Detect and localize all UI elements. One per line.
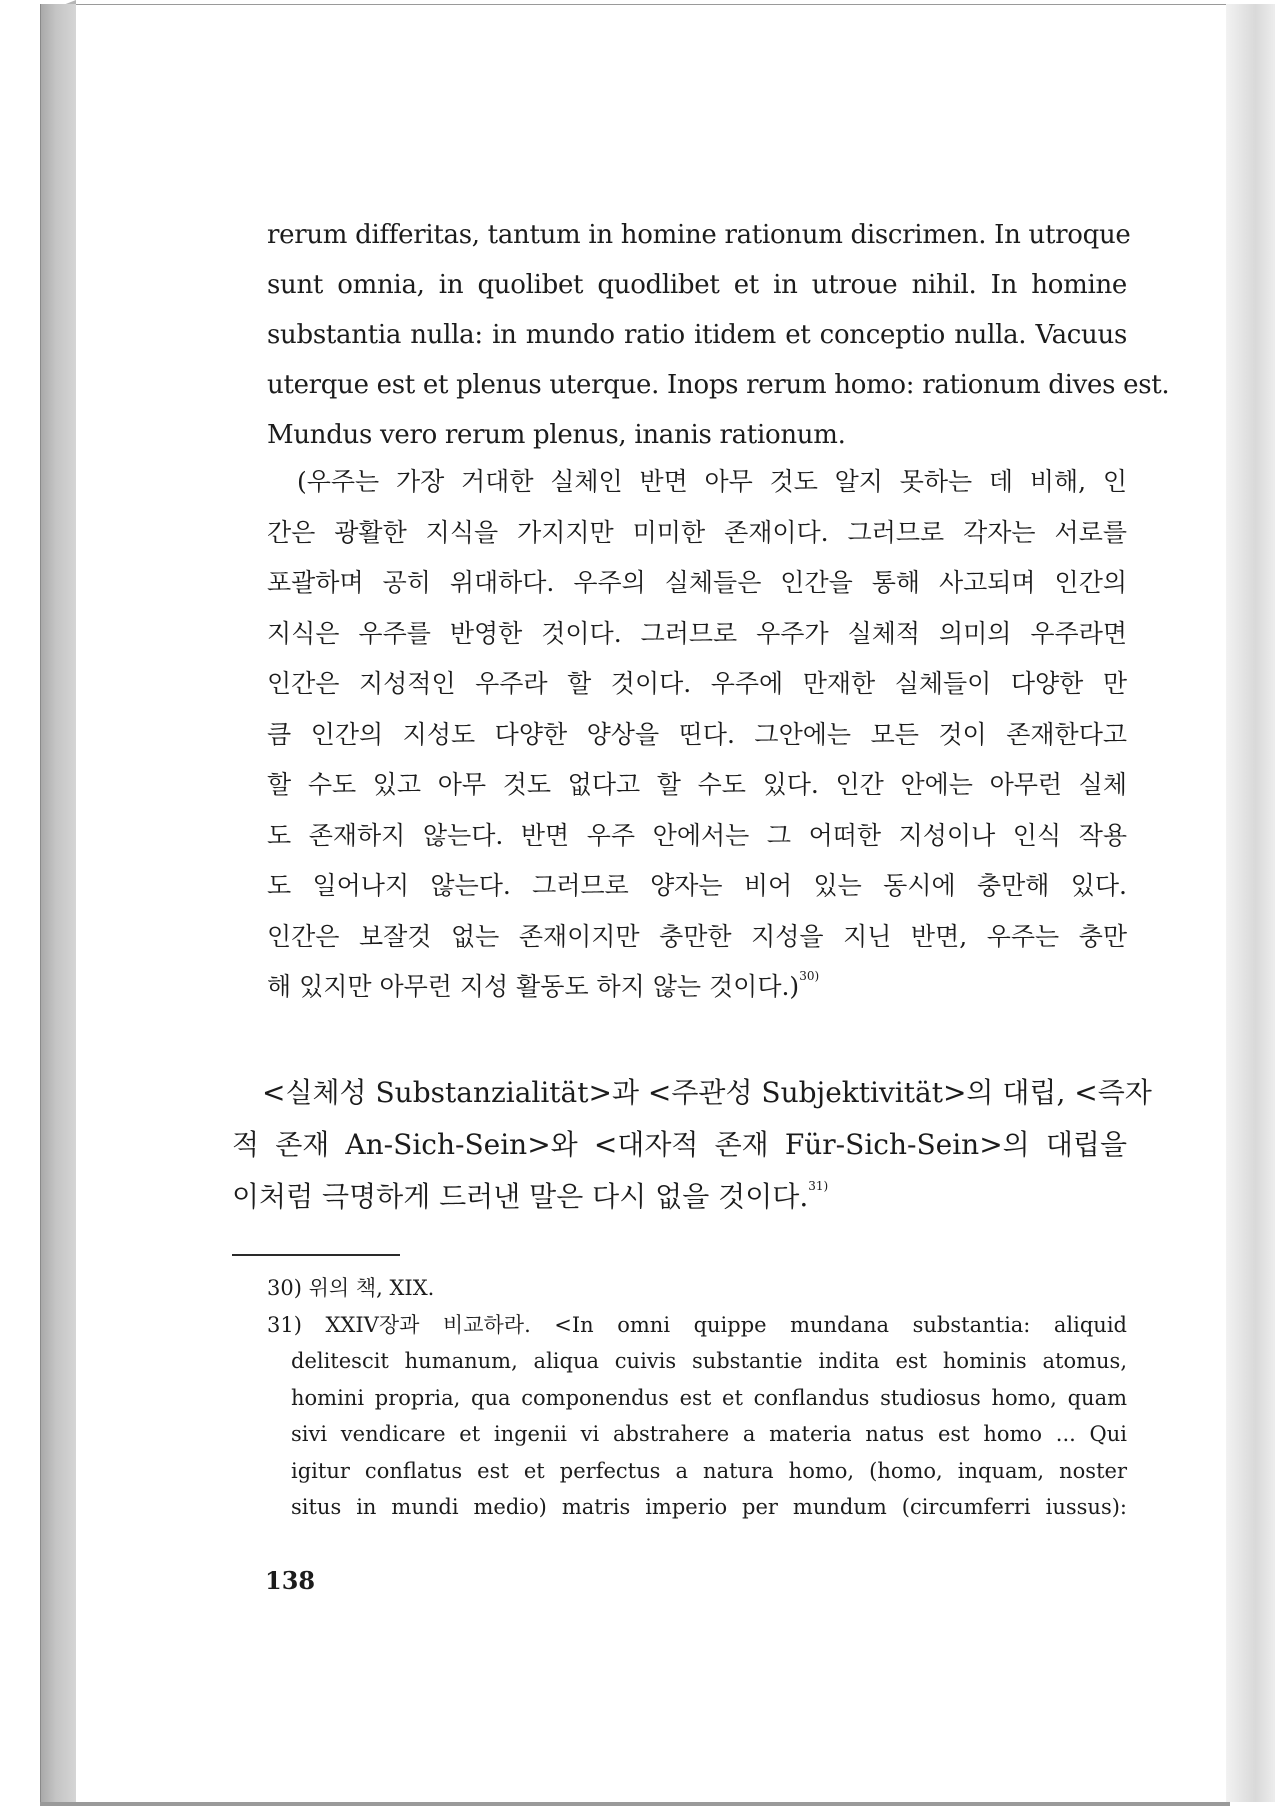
korean-translation-line: 할 수도 있고 아무 것도 없다고 할 수도 있다. 인간 안에는 아무런 실체 bbox=[267, 770, 1127, 799]
footnote-31-line: igitur conflatus est et perfectus a natura homo, (homo, inquam, noster bbox=[291, 1458, 1127, 1483]
latin-quote-line: rerum differitas, tantum in homine rationum discrimen. In utroque bbox=[267, 220, 1131, 250]
main-paragraph-line: <실체성 Substanzialität>과 <주관성 Subjektivität>의 대립, <즉자 bbox=[262, 1076, 1152, 1109]
korean-translation bbox=[267, 457, 1127, 1013]
latin-quote bbox=[267, 210, 1170, 460]
latin-quote-line: uterque est et plenus uterque. Inops rerum homo: rationum dives est. bbox=[267, 370, 1170, 400]
korean-translation-line: 인간은 보잘것 없는 존재이지만 충만한 지성을 지닌 반면, 우주는 충만 bbox=[267, 921, 1127, 951]
latin-quote-line: Mundus vero rerum plenus, inanis rationum. bbox=[267, 420, 846, 450]
korean-translation-line: 해 있지만 아무런 지성 활동도 하지 않는 것이다.) bbox=[267, 972, 800, 1001]
page-number: 138 bbox=[265, 1566, 316, 1595]
main-paragraph-line: 적 존재 An-Sich-Sein>와 <대자적 존재 Für-Sich-Sein>의 대립을 bbox=[232, 1128, 1127, 1161]
page-bottom-edge bbox=[40, 1802, 1230, 1806]
footnotes bbox=[267, 1270, 1127, 1526]
latin-quote-line: substantia nulla: in mundo ratio itidem et conceptio nulla. Vacuus bbox=[267, 320, 1127, 350]
main-paragraph-last-line bbox=[232, 1171, 1127, 1223]
main-paragraph bbox=[232, 1067, 1152, 1223]
footnote-31-line: sivi vendicare et ingenii vi abstrahere a materia natus est homo ... Qui bbox=[291, 1422, 1127, 1446]
footnote-31-line: situs in mundi medio) matris imperio per mundum (circumferri iussus): bbox=[291, 1495, 1127, 1519]
korean-translation-line: 도 일어나지 않는다. 그러므로 양자는 비어 있는 동시에 충만해 있다. bbox=[267, 871, 1127, 900]
korean-translation-line: 인간은 지성적인 우주라 할 것이다. 우주에 만재한 실체들이 다양한 만 bbox=[267, 669, 1127, 698]
footnote-separator bbox=[232, 1254, 400, 1256]
korean-translation-line: 도 존재하지 않는다. 반면 우주 안에서는 그 어떠한 지성이나 인식 작용 bbox=[267, 820, 1127, 850]
footnote-ref-30[interactable]: 30) bbox=[799, 968, 820, 983]
korean-translation-line: 지식은 우주를 반영한 것이다. 그러므로 우주가 실체적 의미의 우주라면 bbox=[267, 618, 1127, 648]
footnote-31-line: homini propria, qua componendus est et conflandus studiosus homo, quam bbox=[291, 1385, 1127, 1410]
book-spine bbox=[40, 4, 77, 1802]
korean-translation-line: 큼 인간의 지성도 다양한 양상을 띤다. 그안에는 모든 것이 존재한다고 bbox=[267, 719, 1127, 749]
korean-translation-line: 포괄하며 공히 위대하다. 우주의 실체들은 인간을 통해 사고되며 인간의 bbox=[267, 568, 1127, 597]
korean-translation-last-line bbox=[267, 962, 1127, 1013]
page-right-shadow bbox=[1226, 4, 1275, 1802]
korean-translation-line: (우주는 가장 거대한 실체인 반면 아무 것도 알지 못하는 데 비해, 인 bbox=[297, 467, 1127, 496]
footnote-30: 30) 위의 책, XIX. bbox=[267, 1276, 435, 1300]
footnote-31-line: delitescit humanum, aliqua cuivis substantie indita est hominis atomus, bbox=[291, 1349, 1127, 1373]
latin-quote-line: sunt omnia, in quolibet quodlibet et in utroue nihil. In homine bbox=[267, 270, 1127, 300]
main-paragraph-line: 이처럼 극명하게 드러낸 말은 다시 없을 것이다. bbox=[232, 1180, 809, 1213]
korean-translation-line: 간은 광활한 지식을 가지지만 미미한 존재이다. 그러므로 각자는 서로를 bbox=[267, 517, 1127, 547]
footnote-ref-31[interactable]: 31) bbox=[808, 1178, 829, 1193]
footnote-31-first-line: 31) XXIV장과 비교하라. <In omni quippe mundana substantia: aliquid bbox=[267, 1312, 1127, 1337]
